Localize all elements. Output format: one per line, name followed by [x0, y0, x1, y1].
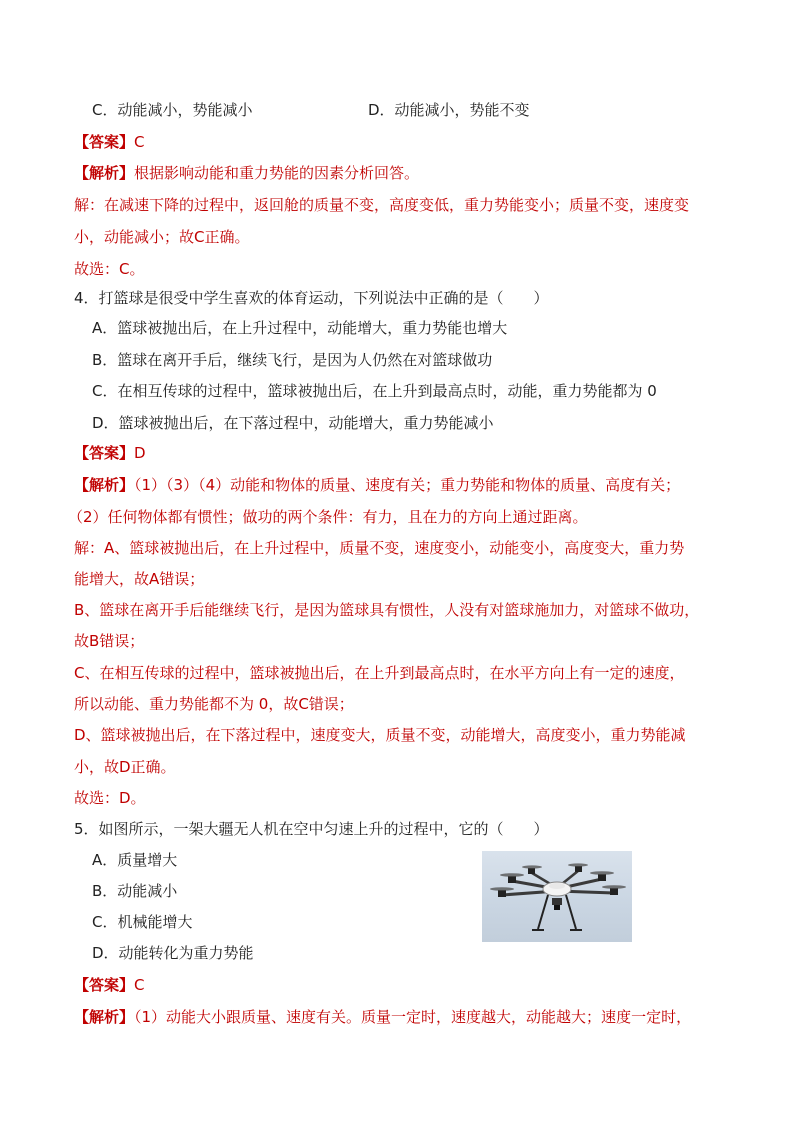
answer-value: C	[134, 133, 145, 151]
answer-tag: 【答案】	[74, 133, 135, 151]
q5-stem: 5．如图所示，一架大疆无人机在空中匀速上升的过程中，它的（ ）	[74, 820, 549, 838]
q5-answer	[74, 975, 145, 995]
answer-value: C	[134, 976, 145, 994]
answer-tag: 【答案】	[74, 976, 135, 994]
q4-analysis	[74, 475, 680, 495]
q5-option-d: D．动能转化为重力势能	[92, 944, 254, 962]
analysis-text: 根据影响动能和重力势能的因素分析回答。	[134, 164, 420, 182]
q4-analysis-line-2: （2）任何物体都有惯性；做功的两个条件：有力，且在力的方向上通过距离。	[68, 508, 588, 526]
q3-option-c: C．动能减小，势能减小	[92, 101, 253, 119]
q4-solution-c-1: C、在相互传球的过程中，篮球被抛出后，在上升到最高点时，在水平方向上有一定的速度，	[74, 664, 685, 682]
q4-choose: 故选：D。	[74, 789, 146, 807]
drone-photo	[482, 851, 632, 942]
analysis-text: （1）动能大小跟质量、速度有关。质量一定时，速度越大，动能越大；速度一定时，	[134, 1008, 692, 1026]
analysis-tag: 【解析】	[74, 164, 135, 182]
q3-option-d: D．动能减小，势能不变	[368, 101, 530, 119]
q5-option-a: A．质量增大	[92, 851, 178, 869]
q4-stem: 4．打篮球是很受中学生喜欢的体育运动，下列说法中正确的是（ ）	[74, 289, 549, 307]
answer-value: D	[134, 444, 146, 462]
analysis-tag: 【解析】	[74, 1008, 135, 1026]
analysis-text: （1）（3）（4）动能和物体的质量、速度有关；重力势能和物体的质量、高度有关；	[134, 476, 681, 494]
q4-option-b: B．篮球在离开手后，继续飞行，是因为人仍然在对篮球做功	[92, 351, 493, 369]
q5-option-b: B．动能减小	[92, 882, 178, 900]
answer-tag: 【答案】	[74, 444, 135, 462]
q4-option-a: A．篮球被抛出后，在上升过程中，动能增大，重力势能也增大	[92, 319, 508, 337]
analysis-tag: 【解析】	[74, 476, 135, 494]
q3-choose: 故选：C。	[74, 260, 145, 278]
q4-solution-c-2: 所以动能、重力势能都不为 0，故C错误；	[74, 695, 354, 713]
q4-solution-a-1: 解：A、篮球被抛出后，在上升过程中，质量不变，速度变小，动能变小，高度变大，重力势	[74, 539, 685, 557]
q4-solution-d-1: D、篮球被抛出后，在下落过程中，速度变大，质量不变，动能增大，高度变小，重力势能减	[74, 726, 686, 744]
drone-icon	[482, 851, 632, 942]
q4-solution-b-2: 故B错误；	[74, 632, 145, 650]
q4-option-d: D．篮球被抛出后，在下落过程中，动能增大，重力势能减小	[92, 414, 494, 432]
q3-solution-line-2: 小，动能减小；故C正确。	[74, 228, 250, 246]
q4-answer	[74, 443, 146, 463]
q5-analysis	[74, 1007, 691, 1027]
q3-answer	[74, 132, 145, 152]
q4-solution-d-2: 小，故D正确。	[74, 758, 176, 776]
q4-option-c: C．在相互传球的过程中，篮球被抛出后，在上升到最高点时，动能，重力势能都为 0	[92, 382, 657, 400]
q4-solution-a-2: 能增大，故A错误；	[74, 570, 205, 588]
q3-solution-line-1: 解：在减速下降的过程中，返回舱的质量不变，高度变低，重力势能变小；质量不变，速度变	[74, 196, 690, 214]
q3-analysis	[74, 163, 419, 183]
q4-solution-b-1: B、篮球在离开手后能继续飞行，是因为篮球具有惯性，人没有对篮球施加力，对篮球不做功，	[74, 601, 700, 619]
q5-option-c: C．机械能增大	[92, 913, 193, 931]
